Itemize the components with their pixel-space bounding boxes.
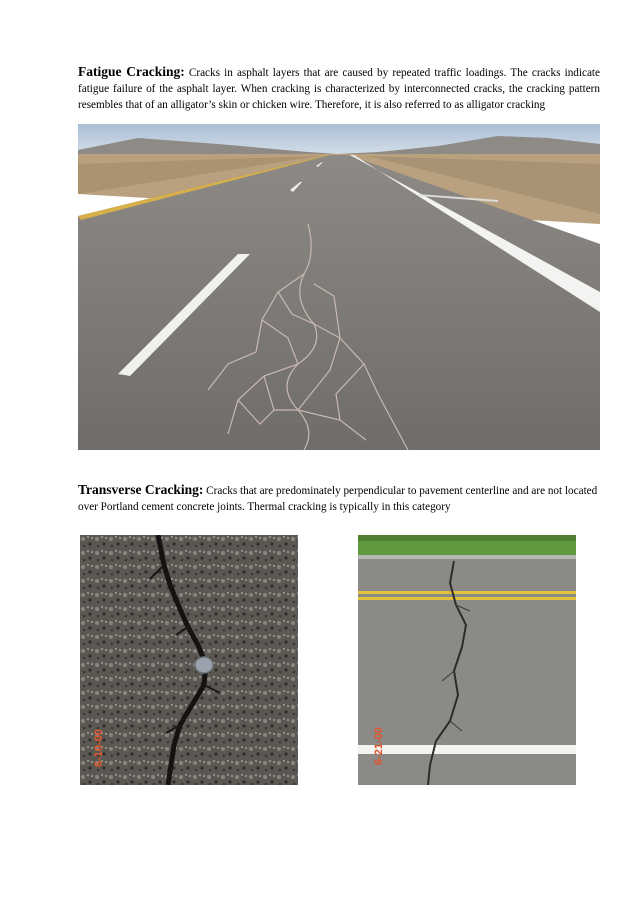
transverse-crack-road-photo	[358, 535, 576, 785]
alligator-cracking-road-photo	[78, 124, 600, 450]
fatigue-cracking-heading: Fatigue Cracking:	[78, 64, 185, 79]
asphalt-crack-closeup-photo	[80, 535, 298, 785]
fatigue-cracking-paragraph	[78, 64, 600, 113]
transverse-date-stamp: 6-21-00	[373, 727, 385, 765]
transverse-cracking-body: Cracks that are predominately perpendicular to pavement centerline and are not located over Portland cement concrete joints. Thermal cracking is typically in this category	[78, 485, 598, 513]
fatigue-cracking-body: Cracks in asphalt layers that are caused by repeated traffic loadings. The cracks indicate fatigue failure of the asphalt layer. When cracking is characterized by interconnected cracks, the cracking pattern resembles that of an alligator’s skin or chicken wire. Therefore, it is also referred to as alligator cracking	[78, 67, 601, 111]
transverse-cracking-heading: Transverse Cracking:	[78, 482, 204, 497]
transverse-cracking-paragraph	[78, 482, 600, 515]
macro-date-stamp: 6-10-00	[93, 729, 105, 767]
